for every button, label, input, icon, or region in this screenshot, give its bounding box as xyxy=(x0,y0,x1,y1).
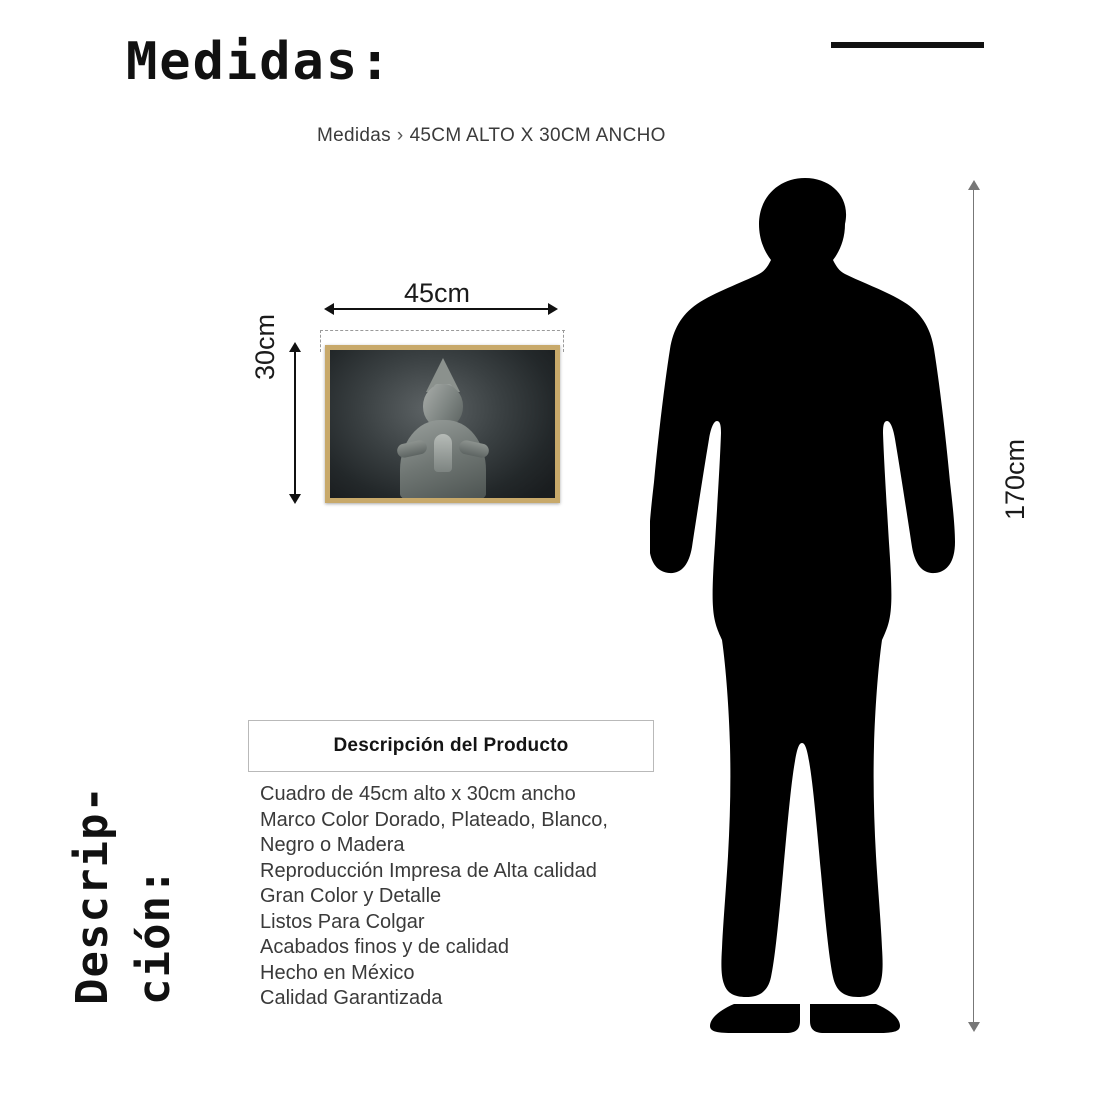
list-item: Cuadro de 45cm alto x 30cm ancho xyxy=(260,783,576,805)
breadcrumb-separator-icon: › xyxy=(396,125,404,146)
description-title-box xyxy=(248,720,654,772)
guide-line-right xyxy=(563,330,564,352)
list-item: Negro o Madera xyxy=(260,834,405,856)
guide-line-top xyxy=(320,330,565,331)
breadcrumb-label: Medidas xyxy=(317,125,391,146)
height-dimension-arrow-icon xyxy=(289,342,301,504)
artwork-width-label: 45cm xyxy=(404,278,471,308)
list-item: Marco Color Dorado, Plateado, Blanco, xyxy=(260,808,608,831)
buddha-statue-icon xyxy=(395,358,491,498)
page-title: Medidas: xyxy=(126,32,393,92)
artwork-height-label: 30cm xyxy=(250,313,280,380)
list-item: Acabados finos y de calidad xyxy=(260,936,510,958)
description-vertical-heading xyxy=(62,785,186,1005)
description-heading-line2: ción: xyxy=(129,867,180,1005)
list-item: Gran Color y Detalle xyxy=(260,885,442,907)
list-item: Hecho en México xyxy=(260,961,415,984)
list-item: Reproducción Impresa de Alta calidad xyxy=(260,859,597,882)
breadcrumb-value: 45CM ALTO X 30CM ANCHO xyxy=(409,125,666,146)
description-list xyxy=(260,782,690,1012)
breadcrumb xyxy=(317,125,666,147)
person-height-label: 170cm xyxy=(1000,438,1030,520)
human-silhouette-icon xyxy=(650,178,960,1033)
list-item: Calidad Garantizada xyxy=(260,987,443,1009)
framed-artwork-preview xyxy=(325,345,560,503)
title-rule xyxy=(831,42,984,48)
description-heading-line1: Descrip- xyxy=(67,785,118,1005)
width-dimension-arrow-icon xyxy=(324,303,558,315)
list-item: Listos Para Colgar xyxy=(260,910,425,933)
description-box-title: Descripción del Producto xyxy=(333,735,569,756)
person-height-arrow-icon xyxy=(967,180,981,1032)
guide-line-left xyxy=(320,330,321,352)
